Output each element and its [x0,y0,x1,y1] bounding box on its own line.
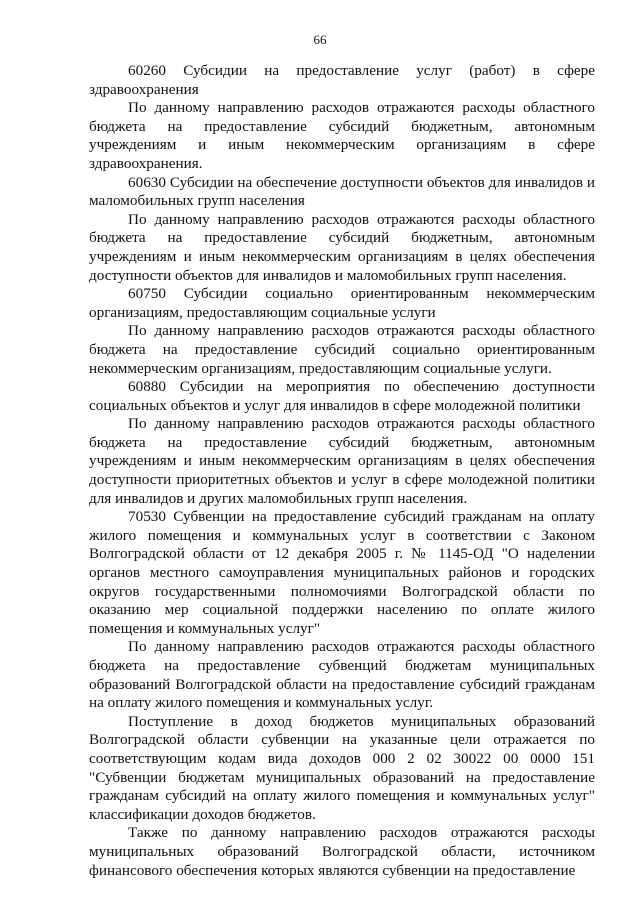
paragraph-60750-heading: 60750 Субсидии социально ориентированным некоммерческим организациям, предоставляющим социальные услуги [89,285,595,321]
page-number: 66 [313,32,327,47]
paragraph-70530-heading: 70530 Субвенции на предоставление субсидий гражданам на оплату жилого помещения и коммунальных услуг в соответствии с Законом Волгоградской области от 12 декабря 2005 г. № 1145-ОД "О наделении органов местного самоуправления муниципальных районов и городских округов государственными полномочиями Волгоградской области по оказанию мер социальной поддержки населению по оплате жилого помещения и коммунальных услуг" [89,508,595,637]
paragraph-60880-description: По данному направлению расходов отражаются расходы областного бюджета на предоставление субсидий бюджетным, автономным учреждениям и иным некоммерческим организациям в целях обеспечения доступности приоритетных объектов и услуг в сфере молодежной политики для инвалидов и других маломобильных групп населения. [89,415,595,507]
paragraph-60260-heading: 60260 Субсидии на предоставление услуг (работ) в сфере здравоохранения [89,62,595,98]
paragraph-60630-heading: 60630 Субсидии на обеспечение доступности объектов для инвалидов и маломобильных групп населения [89,173,595,210]
paragraph-60880-heading: 60880 Субсидии на мероприятия по обеспечению доступности социальных объектов и услуг для инвалидов в сфере молодежной политики [89,378,595,414]
paragraph-60750-description: По данному направлению расходов отражаются расходы областного бюджета на предоставление субсидий социально ориентированным некоммерческим организациям, предоставляющим социальные услуги. [89,322,595,377]
paragraph-revenue-codes: Поступление в доход бюджетов муниципальных образований Волгоградской области субвенции на указанные цели отражается по соответствующим кодам вида доходов 000 2 02 30022 00 0000 151 "Субвенции бюджетам муниципальных образований на предоставление гражданам субсидий на оплату жилого помещения и коммунальных услуг" классификации доходов бюджетов. [89,712,595,823]
paragraph-60260-description: По данному направлению расходов отражаются расходы областного бюджета на предоставление субсидий бюджетным, автономным учреждениям и иным некоммерческим организациям в сфере здравоохранения. [89,99,595,172]
paragraph-municipal-expenses: Также по данному направлению расходов отражаются расходы муниципальных образований Волгоградской области, источником финансового обеспечения которых являются субвенции на предоставление [89,824,595,879]
paragraph-70530-description: По данному направлению расходов отражаются расходы областного бюджета на предоставление субвенций бюджетам муниципальных образований Волгоградской области на предоставление субсидий гражданам на оплату жилого помещения и коммунальных услуг. [89,638,595,712]
paragraph-60630-description: По данному направлению расходов отражаются расходы областного бюджета на предоставление субсидий бюджетным, автономным учреждениям и иным некоммерческим организациям в целях обеспечения доступности объектов для инвалидов и маломобильных групп населения. [89,210,595,284]
document-body [89,62,595,880]
